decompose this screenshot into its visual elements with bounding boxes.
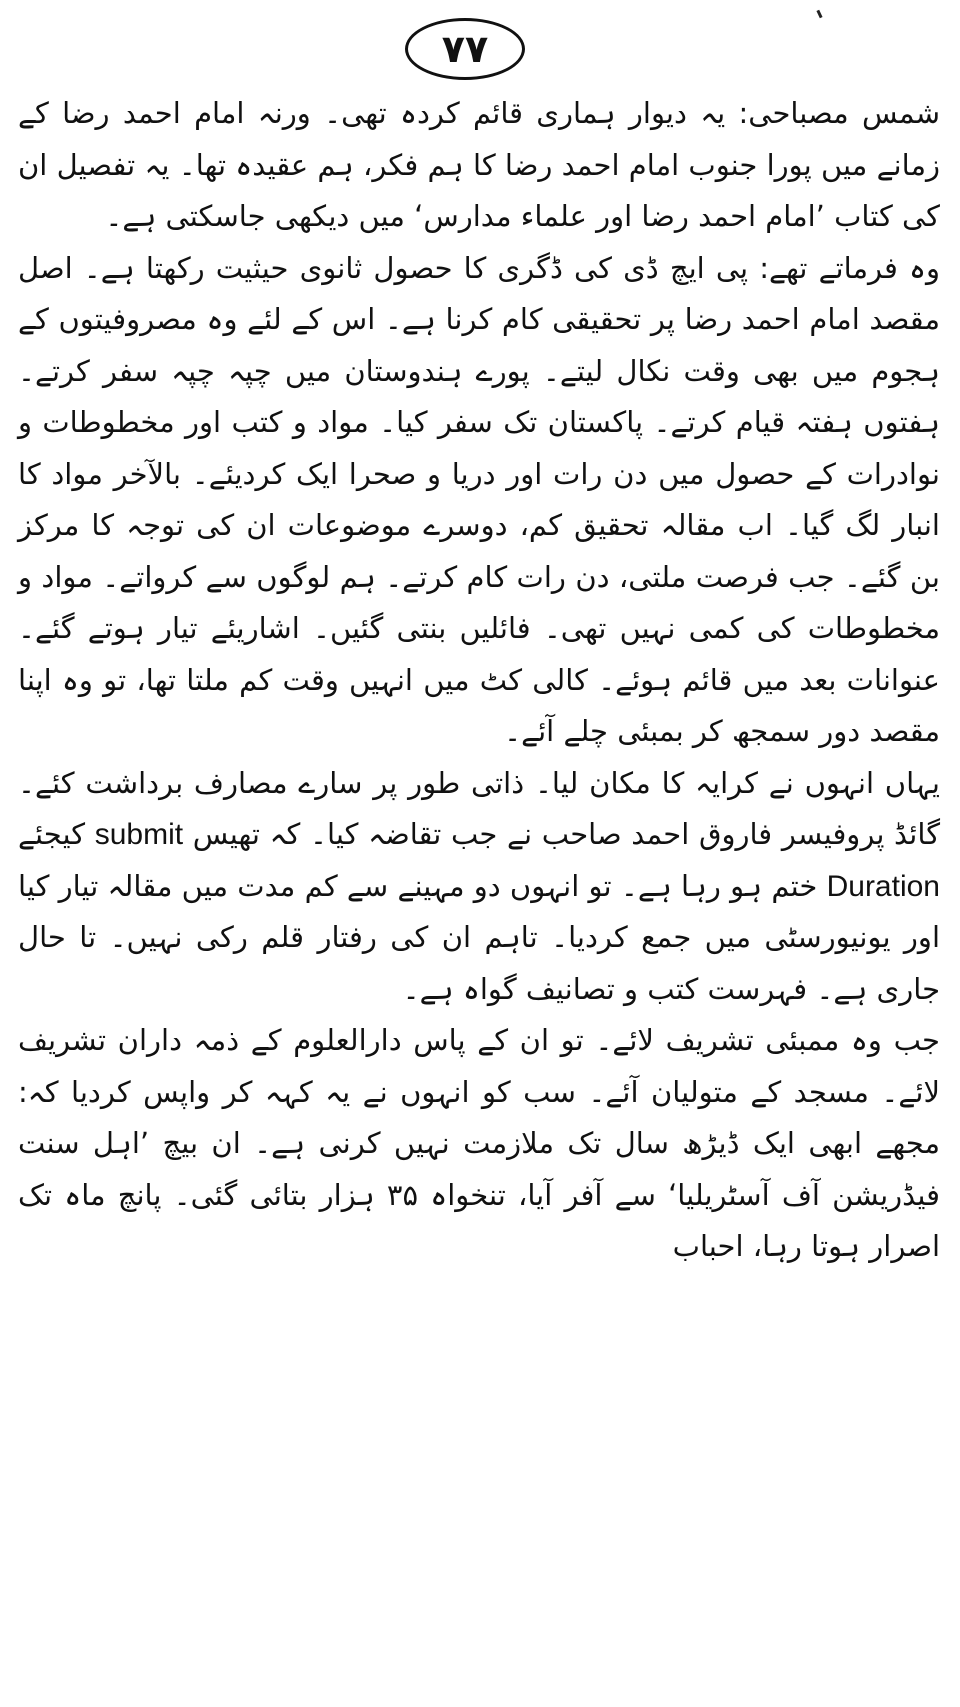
paragraph-3-part-2: کیجئے bbox=[18, 817, 95, 851]
paragraph-4: جب وہ ممبئی تشریف لائے۔ تو ان کے پاس دارالعلوم کے ذمہ داران تشریف لائے۔ مسجد کے متولیان آئے۔ سب کو انہوں نے یہ کہہ کر واپس کردیا کہ: مجھے ابھی ایک ڈیڑھ سال تک ملازمت نہیں کرنی ہے۔ ان بیچ ’اہل سنت فیڈریشن آف آسٹریلیا‘ سے آفر آیا، تنخواہ ۳۵ ہزار بتائی گئی۔ پانچ ماہ تک اصرار ہوتا رہا، احباب bbox=[18, 1023, 940, 1263]
word-duration: Duration bbox=[826, 869, 940, 903]
paragraph-3-part-1: یہاں انہوں نے کرایہ کا مکان لیا۔ ذاتی طور پر سارے مصارف برداشت کئے۔ گائڈ پروفیسر فاروق احمد صاحب نے جب تقاضہ کیا۔ کہ تھیس bbox=[18, 765, 940, 851]
paragraph-1: شمس مصباحی: یہ دیوار ہماری قائم کردہ تھی۔ ورنہ امام احمد رضا کے زمانے میں پورا جنوب امام احمد رضا کا ہم فکر، ہم عقیدہ تھا۔ یہ تفصیل ان کی کتاب ’امام احمد رضا اور علماء مدارس‘ میں دیکھی جاسکتی ہے۔ bbox=[18, 96, 940, 233]
scan-speck bbox=[816, 10, 822, 19]
word-submit: submit bbox=[94, 818, 184, 851]
page-number: ۷۷ bbox=[441, 27, 489, 71]
page-number-oval bbox=[405, 18, 525, 80]
paragraph-3 bbox=[18, 758, 940, 1016]
paragraph-2: وہ فرماتے تھے: پی ایچ ڈی کی ڈگری کا حصول ثانوی حیثیت رکھتا ہے۔ اصل مقصد امام احمد رضا پر تحقیقی کام کرنا ہے۔ اس کے لئے وہ مصروفیتوں کے ہجوم میں بھی وقت نکال لیتے۔ پورے ہندوستان میں چپہ چپہ سفر کرتے۔ ہفتوں ہفتہ قیام کرتے۔ پاکستان تک سفر کیا۔ مواد و کتب اور مخطوطات و نوادرات کے حصول میں دن رات اور دریا و صحرا ایک کردیئے۔ بالآخر مواد کا انبار لگ گیا۔ اب مقالہ تحقیق کم، دوسرے موضوعات ان کی توجہ کا مرکز بن گئے۔ جب فرصت ملتی، دن رات کام کرتے۔ ہم لوگوں سے کرواتے۔ مواد و مخطوطات کی کمی نہیں تھی۔ فائلیں بنتی گئیں۔ اشاریئے تیار ہوتے گئے۔ عنوانات بعد میں قائم ہوئے۔ کالی کٹ میں انہیں وقت کم ملتا تھا، تو وہ اپنا مقصد دور سمجھ کر بمبئی چلے آئے۔ bbox=[18, 250, 940, 748]
page-text bbox=[18, 88, 940, 1273]
paragraph-3-part-3: ختم ہو رہا ہے۔ تو انہوں دو مہینے سے کم مدت میں مقالہ تیار کیا اور یونیورسٹی میں جمع کردیا۔ تاہم ان کی رفتار قلم رکی نہیں۔ تا حال جاری ہے۔ فہرست کتب و تصانیف گواہ ہے۔ bbox=[18, 868, 940, 1006]
